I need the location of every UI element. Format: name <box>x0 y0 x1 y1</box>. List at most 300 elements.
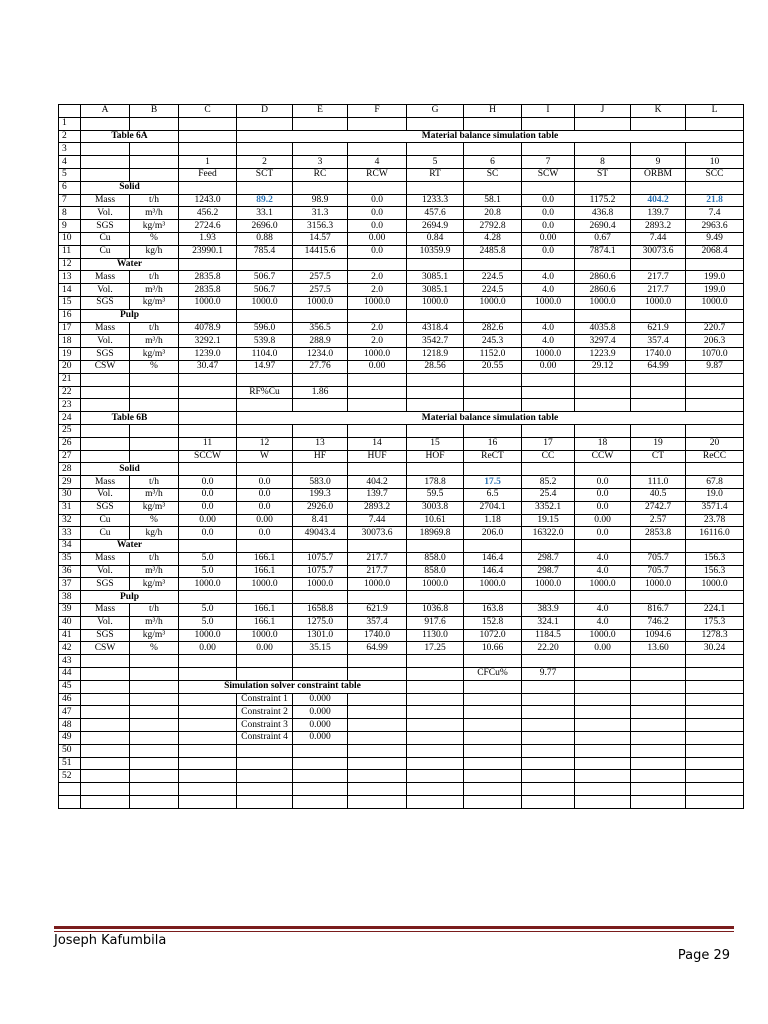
data-cell <box>348 117 407 130</box>
data-cell <box>464 424 522 437</box>
data-cell <box>348 732 407 745</box>
data-cell <box>293 770 348 783</box>
data-cell: Constraint 4 <box>237 732 293 745</box>
data-cell <box>522 258 575 271</box>
data-cell <box>293 463 348 476</box>
row-number: 21 <box>59 373 81 386</box>
sheet-row <box>59 706 744 719</box>
data-cell: 0.00 <box>237 642 293 655</box>
data-cell: 4.0 <box>522 322 575 335</box>
data-cell: 1152.0 <box>464 348 522 361</box>
data-cell <box>407 757 464 770</box>
data-cell: Cu <box>81 232 130 245</box>
data-cell <box>631 540 686 553</box>
data-cell <box>407 732 464 745</box>
data-cell <box>179 706 237 719</box>
data-cell: 19.0 <box>686 488 744 501</box>
data-cell <box>631 309 686 322</box>
sheet-row <box>59 744 744 757</box>
data-cell: 16116.0 <box>686 527 744 540</box>
data-cell: 40.5 <box>631 488 686 501</box>
sheet-row <box>59 514 744 527</box>
data-cell: Vol. <box>81 335 130 348</box>
data-cell <box>686 796 744 809</box>
data-cell <box>81 680 130 693</box>
data-cell <box>686 706 744 719</box>
data-cell <box>179 770 237 783</box>
sheet-row <box>59 143 744 156</box>
data-cell: SGS <box>81 296 130 309</box>
corner-cell <box>59 105 81 118</box>
data-cell: 746.2 <box>631 616 686 629</box>
data-cell <box>575 386 631 399</box>
row-number: 10 <box>59 232 81 245</box>
data-cell <box>686 386 744 399</box>
row-number: 20 <box>59 360 81 373</box>
data-cell: 2.57 <box>631 514 686 527</box>
data-cell <box>464 744 522 757</box>
data-cell: Constraint 3 <box>237 719 293 732</box>
data-cell: 1 <box>179 156 237 169</box>
data-cell <box>81 706 130 719</box>
data-cell: 858.0 <box>407 565 464 578</box>
data-cell: 152.8 <box>464 616 522 629</box>
data-cell <box>237 783 293 796</box>
data-cell: 2792.8 <box>464 220 522 233</box>
data-cell <box>631 680 686 693</box>
data-cell <box>130 770 179 783</box>
data-cell <box>237 117 293 130</box>
data-cell <box>237 143 293 156</box>
data-cell <box>522 770 575 783</box>
data-cell: 1740.0 <box>348 629 407 642</box>
data-cell: 23.78 <box>686 514 744 527</box>
data-cell: 3085.1 <box>407 284 464 297</box>
data-cell: kg/m³ <box>130 348 179 361</box>
data-cell <box>81 168 130 181</box>
data-cell <box>631 668 686 681</box>
data-cell <box>407 591 464 604</box>
data-cell: 4.0 <box>575 565 631 578</box>
data-cell <box>686 719 744 732</box>
data-cell: 357.4 <box>348 616 407 629</box>
data-cell: 4.0 <box>575 616 631 629</box>
data-cell: 1218.9 <box>407 348 464 361</box>
row-number: 25 <box>59 424 81 437</box>
data-cell: 12 <box>237 437 293 450</box>
row-number: 13 <box>59 271 81 284</box>
data-cell: 2893.2 <box>348 501 407 514</box>
data-cell <box>81 668 130 681</box>
data-cell <box>464 680 522 693</box>
data-cell <box>348 783 407 796</box>
data-cell: 178.8 <box>407 476 464 489</box>
data-cell <box>293 744 348 757</box>
data-cell <box>631 591 686 604</box>
data-cell: 1000.0 <box>179 296 237 309</box>
data-cell <box>130 424 179 437</box>
data-cell <box>237 655 293 668</box>
data-cell: 17.25 <box>407 642 464 655</box>
data-cell <box>407 399 464 412</box>
data-cell <box>407 181 464 194</box>
data-cell: 0.0 <box>179 527 237 540</box>
data-cell: 4.0 <box>522 335 575 348</box>
data-cell: 11 <box>179 437 237 450</box>
row-number: 33 <box>59 527 81 540</box>
data-cell <box>81 450 130 463</box>
data-cell: 288.9 <box>293 335 348 348</box>
data-cell: 0.67 <box>575 232 631 245</box>
data-cell: ST <box>575 168 631 181</box>
data-cell: SGS <box>81 220 130 233</box>
data-cell: 1130.0 <box>407 629 464 642</box>
data-cell <box>686 744 744 757</box>
data-cell: 1000.0 <box>293 296 348 309</box>
data-cell <box>575 693 631 706</box>
row-number: 50 <box>59 744 81 757</box>
data-cell <box>348 373 407 386</box>
data-cell: 2724.6 <box>179 220 237 233</box>
data-cell: 0.00 <box>348 232 407 245</box>
data-cell <box>348 424 407 437</box>
data-cell <box>179 757 237 770</box>
data-cell: 30.47 <box>179 360 237 373</box>
data-cell <box>522 463 575 476</box>
data-cell <box>686 732 744 745</box>
sheet-row <box>59 770 744 783</box>
data-cell: 2 <box>237 156 293 169</box>
row-number: 42 <box>59 642 81 655</box>
data-cell: Vol. <box>81 616 130 629</box>
data-cell: SGS <box>81 348 130 361</box>
data-cell <box>464 309 522 322</box>
column-letter-b: B <box>130 105 179 118</box>
data-cell: 19 <box>631 437 686 450</box>
data-cell <box>237 770 293 783</box>
data-cell: 175.3 <box>686 616 744 629</box>
section-label: Solid <box>81 181 179 194</box>
sheet-row <box>59 207 744 220</box>
data-cell <box>575 655 631 668</box>
data-cell: 1243.0 <box>179 194 237 207</box>
data-cell <box>522 309 575 322</box>
data-cell <box>81 655 130 668</box>
data-cell <box>575 143 631 156</box>
row-number: 15 <box>59 296 81 309</box>
row-number: 35 <box>59 552 81 565</box>
data-cell: 1036.8 <box>407 604 464 617</box>
data-cell: 0.00 <box>179 642 237 655</box>
data-cell <box>179 258 237 271</box>
data-cell: 1000.0 <box>686 296 744 309</box>
row-number: 27 <box>59 450 81 463</box>
data-cell <box>522 732 575 745</box>
data-cell: 705.7 <box>631 552 686 565</box>
column-letter-e: E <box>293 105 348 118</box>
data-cell <box>407 693 464 706</box>
row-number: 38 <box>59 591 81 604</box>
row-number: 22 <box>59 386 81 399</box>
data-cell: 10359.9 <box>407 245 464 258</box>
sheet-row <box>59 604 744 617</box>
row-number: 16 <box>59 309 81 322</box>
data-cell <box>464 258 522 271</box>
footer-rule-thick <box>54 926 734 929</box>
data-cell: 0.000 <box>293 732 348 745</box>
data-cell: 0.0 <box>575 501 631 514</box>
data-cell <box>130 668 179 681</box>
data-cell: 1000.0 <box>631 578 686 591</box>
sheet-row <box>59 565 744 578</box>
sheet-row <box>59 194 744 207</box>
data-cell <box>407 655 464 668</box>
data-cell <box>407 706 464 719</box>
data-cell <box>464 181 522 194</box>
data-cell <box>293 424 348 437</box>
sheet-row <box>59 322 744 335</box>
data-cell <box>631 181 686 194</box>
data-cell: % <box>130 360 179 373</box>
data-cell: 217.7 <box>631 284 686 297</box>
data-cell: 3 <box>293 156 348 169</box>
data-cell <box>237 373 293 386</box>
data-cell: 9.77 <box>522 668 575 681</box>
row-number: 36 <box>59 565 81 578</box>
data-cell: 98.9 <box>293 194 348 207</box>
data-cell: 1072.0 <box>464 629 522 642</box>
data-cell <box>686 117 744 130</box>
data-cell: 1740.0 <box>631 348 686 361</box>
sheet-row <box>59 668 744 681</box>
data-cell <box>464 732 522 745</box>
data-cell: 33.1 <box>237 207 293 220</box>
section-label: Pulp <box>81 591 179 604</box>
data-cell <box>575 770 631 783</box>
data-cell <box>81 744 130 757</box>
data-cell: 705.7 <box>631 565 686 578</box>
data-cell <box>237 309 293 322</box>
data-cell: 0.00 <box>522 232 575 245</box>
data-cell: 1000.0 <box>522 296 575 309</box>
column-letter-f: F <box>348 105 407 118</box>
data-cell: 621.9 <box>348 604 407 617</box>
data-cell <box>686 143 744 156</box>
data-cell: 2694.9 <box>407 220 464 233</box>
data-cell: Feed <box>179 168 237 181</box>
data-cell <box>179 591 237 604</box>
data-cell: 5 <box>407 156 464 169</box>
data-cell: 506.7 <box>237 271 293 284</box>
data-cell: CT <box>631 450 686 463</box>
row-number: 26 <box>59 437 81 450</box>
data-cell: 111.0 <box>631 476 686 489</box>
data-cell <box>686 373 744 386</box>
data-cell: 0.0 <box>348 207 407 220</box>
row-number: 2 <box>59 130 81 143</box>
data-cell <box>348 693 407 706</box>
data-cell: m³/h <box>130 565 179 578</box>
data-cell <box>130 399 179 412</box>
data-cell <box>130 386 179 399</box>
sheet-row <box>59 757 744 770</box>
data-cell: 4.0 <box>575 604 631 617</box>
data-cell <box>522 424 575 437</box>
data-cell: 1000.0 <box>631 296 686 309</box>
data-cell <box>464 770 522 783</box>
data-cell: 457.6 <box>407 207 464 220</box>
row-number: 18 <box>59 335 81 348</box>
data-cell: 1075.7 <box>293 552 348 565</box>
data-cell <box>348 309 407 322</box>
data-cell: 8.41 <box>293 514 348 527</box>
data-cell: 2835.8 <box>179 284 237 297</box>
data-cell: 1184.5 <box>522 629 575 642</box>
data-cell <box>686 655 744 668</box>
data-cell <box>575 757 631 770</box>
data-cell: 166.1 <box>237 552 293 565</box>
data-cell: 3292.1 <box>179 335 237 348</box>
data-cell <box>522 719 575 732</box>
data-cell: 357.4 <box>631 335 686 348</box>
data-cell <box>686 783 744 796</box>
data-cell: 58.1 <box>464 194 522 207</box>
data-cell: Vol. <box>81 565 130 578</box>
data-cell <box>686 399 744 412</box>
data-cell: 7.44 <box>348 514 407 527</box>
data-cell <box>237 399 293 412</box>
row-number <box>59 783 81 796</box>
data-cell <box>407 143 464 156</box>
data-cell <box>686 258 744 271</box>
sheet-row <box>59 463 744 476</box>
data-cell: 4035.8 <box>575 322 631 335</box>
sheet-row <box>59 271 744 284</box>
data-cell <box>575 181 631 194</box>
data-cell: 298.7 <box>522 552 575 565</box>
data-cell <box>522 117 575 130</box>
sheet-row <box>59 591 744 604</box>
section-label: Pulp <box>81 309 179 322</box>
data-cell <box>407 540 464 553</box>
row-number: 30 <box>59 488 81 501</box>
data-cell <box>348 258 407 271</box>
data-cell: 3003.8 <box>407 501 464 514</box>
data-cell: 816.7 <box>631 604 686 617</box>
data-cell: Constraint 1 <box>237 693 293 706</box>
data-cell: 2690.4 <box>575 220 631 233</box>
data-cell <box>522 399 575 412</box>
data-cell <box>237 424 293 437</box>
data-cell: 13 <box>293 437 348 450</box>
data-cell <box>522 655 575 668</box>
column-header-row <box>59 105 744 118</box>
data-cell <box>179 373 237 386</box>
data-cell: 220.7 <box>686 322 744 335</box>
data-cell: 1070.0 <box>686 348 744 361</box>
highlighted-cell: 17.5 <box>464 476 522 489</box>
data-cell: 0.00 <box>575 642 631 655</box>
data-cell <box>464 540 522 553</box>
column-letter-l: L <box>686 105 744 118</box>
data-cell: kg/m³ <box>130 296 179 309</box>
data-cell: 17 <box>522 437 575 450</box>
sheet-row <box>59 309 744 322</box>
data-cell: 1239.0 <box>179 348 237 361</box>
data-cell <box>522 757 575 770</box>
data-cell: Cu <box>81 245 130 258</box>
data-cell: % <box>130 642 179 655</box>
data-cell: RC <box>293 168 348 181</box>
data-cell <box>293 181 348 194</box>
data-cell: 14.57 <box>293 232 348 245</box>
data-cell <box>293 668 348 681</box>
data-cell: 14 <box>348 437 407 450</box>
row-number: 34 <box>59 540 81 553</box>
data-cell: SCCW <box>179 450 237 463</box>
sheet-row <box>59 348 744 361</box>
data-cell: 30073.6 <box>631 245 686 258</box>
section-label: Water <box>81 258 179 271</box>
data-cell <box>179 732 237 745</box>
data-cell <box>522 143 575 156</box>
data-cell <box>293 796 348 809</box>
data-cell: Vol. <box>81 488 130 501</box>
data-cell: 217.7 <box>631 271 686 284</box>
data-cell: 10.61 <box>407 514 464 527</box>
data-cell <box>407 373 464 386</box>
data-cell: 7874.1 <box>575 245 631 258</box>
data-cell <box>407 117 464 130</box>
data-cell: SGS <box>81 501 130 514</box>
sheet-row <box>59 117 744 130</box>
data-cell: 1000.0 <box>575 578 631 591</box>
data-cell <box>464 655 522 668</box>
row-number: 32 <box>59 514 81 527</box>
column-letter-k: K <box>631 105 686 118</box>
data-cell <box>179 744 237 757</box>
data-cell <box>348 463 407 476</box>
data-cell <box>130 732 179 745</box>
data-cell: 2696.0 <box>237 220 293 233</box>
data-cell <box>407 719 464 732</box>
data-cell: 5.0 <box>179 604 237 617</box>
data-cell: 0.0 <box>348 194 407 207</box>
row-number: 9 <box>59 220 81 233</box>
data-cell <box>464 591 522 604</box>
data-cell: 1175.2 <box>575 194 631 207</box>
data-cell <box>179 668 237 681</box>
data-cell: 0.0 <box>348 245 407 258</box>
data-cell <box>631 744 686 757</box>
data-cell <box>575 732 631 745</box>
data-cell <box>631 732 686 745</box>
data-cell: kg/m³ <box>130 220 179 233</box>
data-cell: SC <box>464 168 522 181</box>
data-cell <box>522 540 575 553</box>
data-cell: 1275.0 <box>293 616 348 629</box>
data-cell: 4.28 <box>464 232 522 245</box>
data-cell: 1234.0 <box>293 348 348 361</box>
data-cell <box>686 680 744 693</box>
data-cell <box>130 655 179 668</box>
data-cell: SCW <box>522 168 575 181</box>
data-cell: ORBM <box>631 168 686 181</box>
data-cell: 166.1 <box>237 616 293 629</box>
data-cell: 2742.7 <box>631 501 686 514</box>
row-number: 1 <box>59 117 81 130</box>
data-cell: 67.8 <box>686 476 744 489</box>
